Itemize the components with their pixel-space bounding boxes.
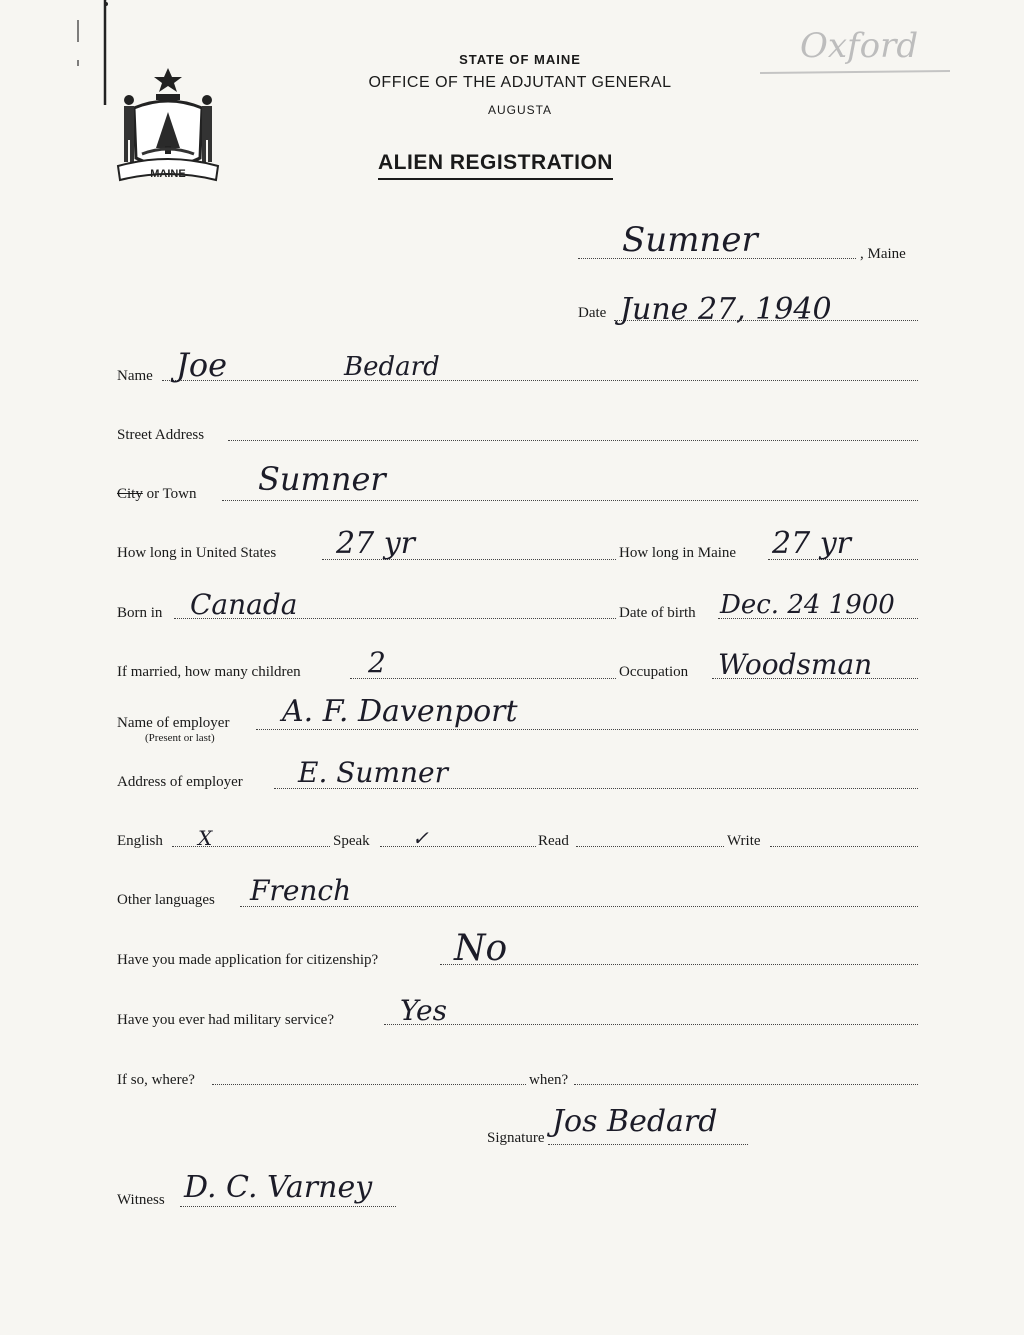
how-long-maine-label: How long in Maine — [619, 545, 737, 561]
when-label: when? — [529, 1072, 569, 1088]
employer-line — [256, 729, 918, 730]
employer-label: Name of employer — [117, 715, 230, 731]
street-line — [228, 440, 918, 441]
born-in-label: Born in — [117, 605, 163, 621]
header-office: OFFICE OF THE ADJUTANT GENERAL — [368, 74, 672, 91]
witness-line — [180, 1206, 396, 1207]
employer-note: (Present or last) — [145, 732, 215, 744]
citizenship-label: Have you made application for citizenship? — [117, 952, 379, 968]
street-label: Street Address — [117, 427, 205, 443]
witness-label: Witness — [117, 1192, 165, 1208]
english-line — [172, 846, 330, 847]
citizenship-line — [440, 964, 918, 965]
occupation-label: Occupation — [619, 664, 689, 680]
form-title: ALIEN REGISTRATION — [378, 151, 613, 180]
military-label: Have you ever had military service? — [117, 1012, 334, 1028]
write-label: Write — [727, 833, 761, 849]
born-in-value[interactable]: Canada — [190, 588, 298, 621]
date-value[interactable]: June 27, 1940 — [620, 292, 832, 327]
town-value[interactable]: Sumner — [258, 460, 386, 498]
employer-address-value[interactable]: E. Sumner — [298, 756, 448, 789]
children-line — [350, 678, 616, 679]
when-line — [574, 1084, 918, 1085]
town-header-value[interactable]: Sumner — [622, 220, 758, 260]
children-value[interactable]: 2 — [368, 646, 386, 679]
years-maine-value[interactable]: 27 yr — [772, 526, 851, 561]
how-long-us-label: How long in United States — [117, 545, 277, 561]
corner-annotation — [760, 15, 960, 85]
name-label: Name — [117, 368, 153, 384]
read-label: Read — [538, 833, 569, 849]
years-us-value[interactable]: 27 yr — [336, 526, 415, 561]
or-town-label: or Town — [142, 486, 197, 502]
employer-address-label: Address of employer — [117, 774, 243, 790]
witness-value[interactable]: D. C. Varney — [184, 1170, 373, 1205]
read-line — [576, 846, 724, 847]
town-line — [222, 500, 918, 501]
signature-label: Signature — [487, 1130, 545, 1146]
name-line — [162, 380, 918, 381]
married-label: If married, how many children — [117, 664, 301, 680]
date-of-birth-value[interactable]: Dec. 24 1900 — [720, 590, 895, 620]
military-line — [384, 1024, 918, 1025]
where-label: If so, where? — [117, 1072, 195, 1088]
english-mark[interactable]: X — [198, 826, 213, 850]
city-town-label — [117, 486, 197, 503]
other-languages-label: Other languages — [117, 892, 215, 908]
svg-text:Oxford: Oxford — [800, 26, 919, 66]
edge-marks — [70, 0, 110, 110]
speak-mark[interactable]: ✓ — [412, 826, 429, 850]
svg-text:MAINE: MAINE — [150, 168, 186, 180]
occupation-value[interactable]: Woodsman — [718, 648, 873, 681]
speak-line — [380, 846, 536, 847]
maine-label: , Maine — [860, 246, 906, 262]
date-of-birth-label: Date of birth — [619, 605, 696, 621]
other-languages-value[interactable]: French — [250, 874, 352, 907]
employer-value[interactable]: A. F. Davenport — [282, 694, 518, 729]
english-label: English — [117, 833, 163, 849]
date-label: Date — [578, 305, 607, 321]
city-struck-label: City — [117, 486, 143, 502]
write-line — [770, 846, 918, 847]
last-name-value[interactable]: Bedard — [344, 352, 440, 382]
citizenship-value[interactable]: No — [454, 928, 508, 969]
signature-line — [548, 1144, 748, 1145]
speak-label: Speak — [333, 833, 370, 849]
header-city: AUGUSTA — [487, 103, 553, 117]
header-state: STATE OF MAINE — [459, 52, 581, 67]
military-value[interactable]: Yes — [400, 994, 447, 1027]
where-line — [212, 1084, 526, 1085]
signature-value[interactable]: Jos Bedard — [552, 1104, 718, 1139]
maine-state-seal-icon — [112, 66, 224, 194]
first-name-value[interactable]: Joe — [176, 346, 228, 384]
